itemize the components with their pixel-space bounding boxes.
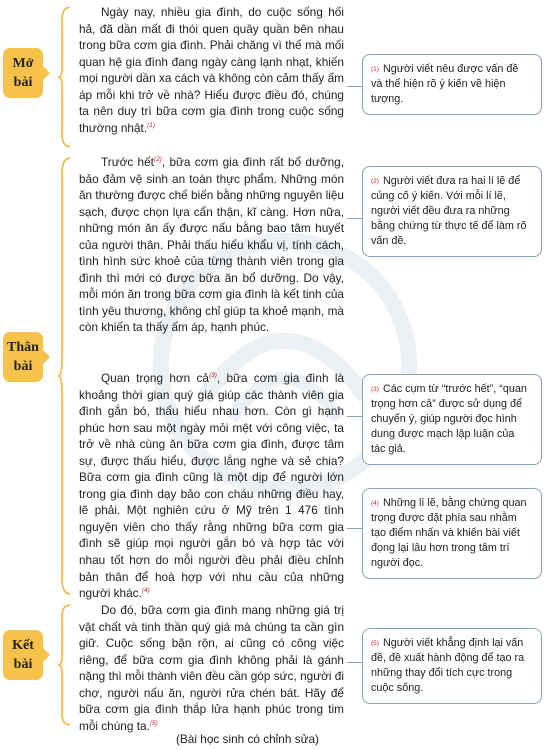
source-caption: (Bài học sinh có chỉnh sửa)	[176, 732, 319, 746]
paragraph-than-bai-2: Quan trọng hơn cả$^{(3)}$, bữa cơm gia đình là khoảng thời gian quý giá giúp các thành viên gia đình gắn bó, thấu hiểu nhau hơn. Còn gì hạnh phúc hơn sau một ngày mỏi mệt với công việc, ta trở về nhà cùng ăn bữa cơm gia đình, được tâm sự, được thấu hiểu, được lắng nghe và sẻ chia? Bữa cơm gia đình cũng là một dịp để người lớn trong gia đình dạy bảo con cháu những điều hay, lẽ phải. Một nghiên cứu ở Mỹ trên 1 476 tình nguyện viên cho thấy rằng những bữa cơm gia đình sẽ giúp mọi người gắn bó và hợp tác với nhau tốt hơn do mỗi người đều phải điều chỉnh bản thân để hoà hợp với nhu cầu của những người khác.$^{(4)}$	[79, 371, 345, 601]
annotation-note-3: $^{(3)}$ Các cụm từ “trước hết”, “quan trọng hơn cả” được sử dụng để chuyển ý, giúp người đọc hình dung được mạch lập luận của tác giả.	[362, 374, 542, 465]
section-label-mo-bai: Mở bài	[3, 48, 43, 98]
paragraph-ket-bai: Do đó, bữa cơm gia đình mang những giá trị vật chất và tinh thần quý giá mà chúng ta cần gìn giữ. Cuộc sống bận rộn, ai cũng có công việc riêng, để bữa cơm gia đình không phải là gánh nặng thì mỗi thành viên đều cần góp sức, người đi chợ, người nấu ăn, người rửa chén bát. Hãy để bữa cơm gia đình thắp lửa hạnh phúc trong tim mỗi chúng ta.$^{(5)}$	[79, 603, 344, 733]
annotation-note-1: $^{(1)}$ Người viết nêu được vấn đề và thể hiện rõ ý kiến về hiện tượng.	[362, 54, 542, 115]
footnote-mark: (2)	[153, 156, 162, 164]
note-connector	[347, 416, 362, 417]
section-label-ket-bai: Kết bài	[3, 630, 43, 680]
brace-than-bai	[58, 156, 72, 596]
annotation-note-2: $^{(2)}$ Người viết đưa ra hai lí lẽ để củng cố ý kiến. Với mỗi lí lẽ, người viết đều đưa ra những bằng chứng từ thực tế để làm rõ vấn đề.	[362, 166, 542, 257]
note-connector	[347, 86, 362, 87]
footnote-mark: (3)	[208, 372, 217, 380]
note-connector	[347, 528, 362, 529]
paragraph-than-bai-1: Trước hết$^{(2)}$, bữa cơm gia đình rất bổ dưỡng, bảo đảm vệ sinh an toàn thực phẩm. Những món ăn thường được chế biến bằng những nguyên liệu sạch, được chọn lựa cẩn thận, kĩ càng. Hơn nữa, những món ăn ấy được nấu bằng bao tâm huyết của người thân. Phải thấu hiểu khẩu vị, tính cách, tình hình sức khoẻ của từng thành viên trong gia đình thì mới có được bữa ăn bổ dưỡng. Do vậy, mỗi món ăn trong bữa cơm gia đình là kết tinh của tình yêu thương, không chỉ giúp ta khoẻ mạnh, mà còn khiến ta thấy ấm áp, hạnh phúc.	[79, 155, 344, 335]
note-connector	[347, 218, 362, 219]
section-label-than-bai: Thân bài	[3, 332, 43, 382]
footnote-mark: (5)	[149, 719, 158, 727]
brace-mo-bai	[58, 6, 72, 148]
annotation-note-4: $^{(4)}$ Những lí lẽ, bằng chứng quan trọng được đặt phía sau nhằm tạo điểm nhấn và khiến bài viết đọng lại lâu hơn trong tâm trí người đọc.	[362, 488, 542, 579]
brace-ket-bai	[58, 604, 72, 726]
paragraph-mo-bai: Ngày nay, nhiều gia đình, do cuộc sống hối hả, đã dần mất đi thói quen quây quần bên nhau trong bữa cơm gia đình. Phải chăng vì thế mà mối quan hệ gia đình đang ngày càng lạnh nhạt, khiến mọi người dần xa cách và không còn cảm thấy ấm áp mỗi khi trở về nhà? Hiểu được điều đó, chúng ta nên duy trì bữa cơm gia đình trong cuộc sống thường nhật.$^{(1)}$	[79, 5, 344, 135]
annotation-note-5: $^{(5)}$ Người viết khẳng định lại vấn đề, đề xuất hành động để tạo ra những thay đổi tích cực trong cuộc sống.	[362, 628, 542, 704]
note-connector	[347, 662, 362, 663]
footnote-mark: (4)	[141, 587, 150, 595]
footnote-mark: (1)	[147, 121, 156, 129]
